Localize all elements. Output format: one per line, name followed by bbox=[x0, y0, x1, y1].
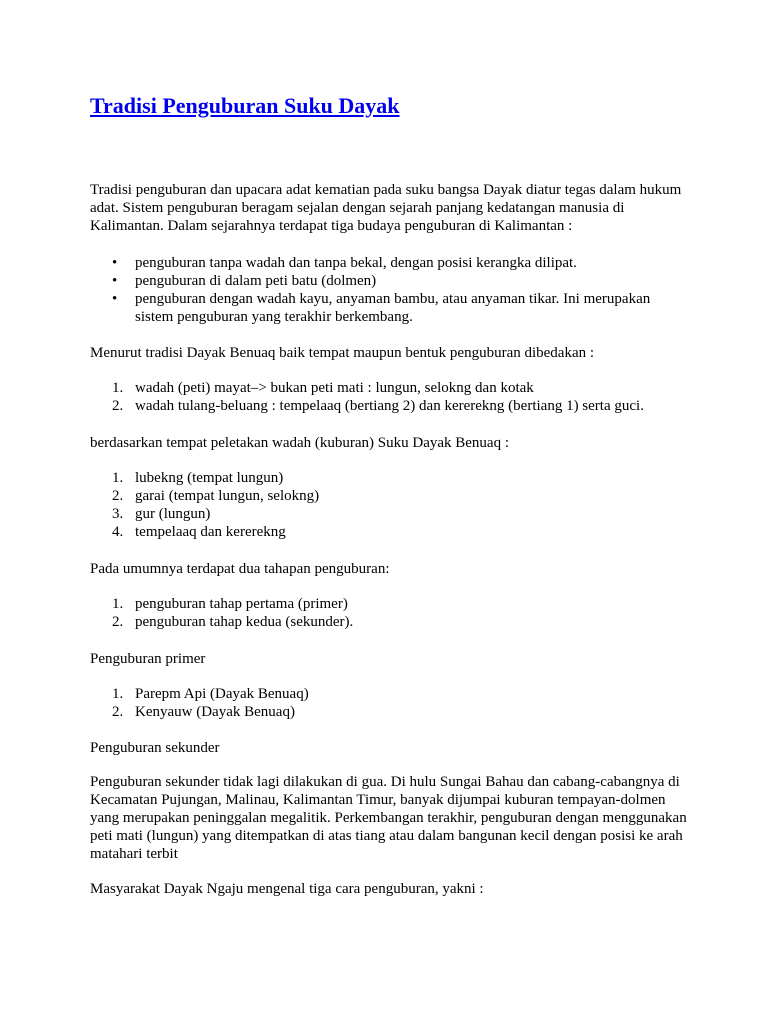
list-item bbox=[90, 290, 690, 326]
benuaq-list bbox=[90, 379, 690, 415]
list-item bbox=[90, 505, 690, 523]
list-number: 2. bbox=[112, 488, 124, 504]
list-item bbox=[90, 487, 690, 505]
tempat-list bbox=[90, 469, 690, 541]
list-item-text: tempelaaq dan kererekng bbox=[135, 524, 286, 540]
list-item bbox=[90, 523, 690, 541]
list-item-text: wadah (peti) mayat–> bukan peti mati : lungun, selokng dan kotak bbox=[135, 380, 534, 396]
list-item-text: penguburan dengan wadah kayu, anyaman bambu, atau anyaman tikar. Ini merupakan sistem penguburan yang terakhir berkembang. bbox=[135, 291, 651, 325]
sekunder-heading: Penguburan sekunder bbox=[90, 740, 220, 756]
page-title[interactable]: Tradisi Penguburan Suku Dayak bbox=[90, 93, 400, 118]
list-number: 2. bbox=[112, 614, 124, 630]
list-item bbox=[90, 379, 690, 397]
list-item bbox=[90, 254, 690, 272]
tahapan-intro: Pada umumnya terdapat dua tahapan penguburan: bbox=[90, 561, 390, 577]
list-item-text: Parepm Api (Dayak Benuaq) bbox=[135, 686, 309, 702]
list-item-text: penguburan di dalam peti batu (dolmen) bbox=[135, 273, 377, 289]
list-item-text: Kenyauw (Dayak Benuaq) bbox=[135, 704, 295, 720]
tahapan-list bbox=[90, 595, 690, 631]
list-number: 1. bbox=[112, 470, 124, 486]
list-item bbox=[90, 272, 690, 290]
list-item bbox=[90, 397, 690, 415]
list-item bbox=[90, 703, 690, 721]
list-item-text: wadah tulang-beluang : tempelaaq (bertiang 2) dan kererekng (bertiang 1) serta guci. bbox=[135, 398, 644, 414]
list-item-text: garai (tempat lungun, selokng) bbox=[135, 488, 320, 504]
list-number: 1. bbox=[112, 380, 124, 396]
list-item bbox=[90, 595, 690, 613]
budaya-list bbox=[90, 254, 690, 326]
list-number: 2. bbox=[112, 398, 124, 414]
list-number: 1. bbox=[112, 686, 124, 702]
ngaju-intro: Masyarakat Dayak Ngaju mengenal tiga cara penguburan, yakni : bbox=[90, 881, 484, 897]
primer-list bbox=[90, 685, 690, 721]
list-item-text: penguburan tanpa wadah dan tanpa bekal, dengan posisi kerangka dilipat. bbox=[135, 255, 577, 271]
list-number: 4. bbox=[112, 524, 124, 540]
tempat-intro: berdasarkan tempat peletakan wadah (kuburan) Suku Dayak Benuaq : bbox=[90, 435, 510, 451]
intro-paragraph: Tradisi penguburan dan upacara adat kematian pada suku bangsa Dayak diatur tegas dalam hukum adat. Sistem penguburan beragam sejalan dengan sejarah panjang kedatangan manusia di Kalimantan. Dalam sejarahnya terdapat tiga budaya penguburan di Kalimantan : bbox=[90, 182, 682, 234]
list-number: 2. bbox=[112, 704, 124, 720]
list-item-text: lubekng (tempat lungun) bbox=[135, 470, 284, 486]
primer-heading: Penguburan primer bbox=[90, 651, 206, 667]
list-number: 1. bbox=[112, 596, 124, 612]
list-item bbox=[90, 685, 690, 703]
list-item-text: gur (lungun) bbox=[135, 506, 211, 522]
sekunder-paragraph: Penguburan sekunder tidak lagi dilakukan di gua. Di hulu Sungai Bahau dan cabang-cabangnya di Kecamatan Pujungan, Malinau, Kalimantan Timur, banyak dijumpai kuburan tempayan-dolmen yang merupakan peninggalan megalitik. Perkembangan terakhir, penguburan dengan menggunakan peti mati (lungun) yang ditempatkan di atas tiang atau dalam bangunan kecil dengan posisi ke arah matahari terbit bbox=[90, 774, 687, 862]
list-item-text: penguburan tahap kedua (sekunder). bbox=[135, 614, 354, 630]
list-item bbox=[90, 613, 690, 631]
benuaq-intro: Menurut tradisi Dayak Benuaq baik tempat maupun bentuk penguburan dibedakan : bbox=[90, 345, 595, 361]
bullet-icon: • bbox=[112, 255, 118, 271]
list-item-text: penguburan tahap pertama (primer) bbox=[135, 596, 348, 612]
list-item bbox=[90, 469, 690, 487]
bullet-icon: • bbox=[112, 291, 118, 307]
bullet-icon: • bbox=[112, 273, 118, 289]
list-number: 3. bbox=[112, 506, 124, 522]
